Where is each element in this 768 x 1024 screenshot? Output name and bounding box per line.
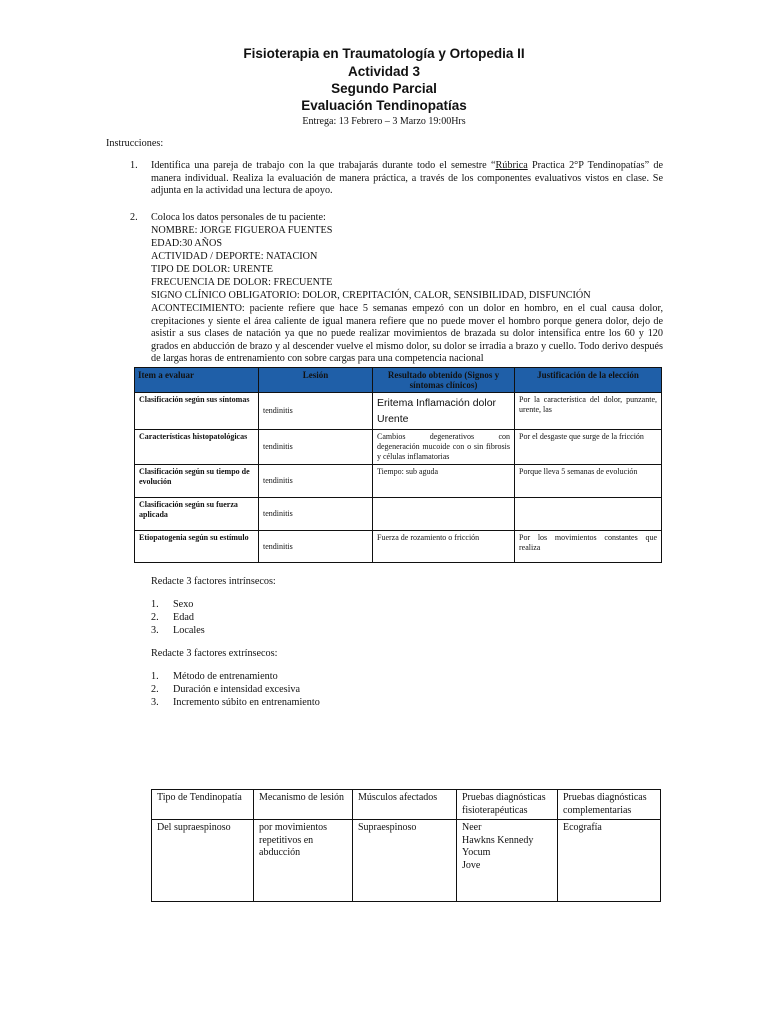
result-cell xyxy=(373,498,515,531)
instructions-label: Instrucciones: xyxy=(106,138,164,149)
list-item-number: 2. xyxy=(151,612,159,623)
activity-title: Actividad 3 xyxy=(347,64,421,79)
due-date: Entrega: 13 Febrero – 3 Marzo 19:00Hrs xyxy=(302,116,466,127)
list-item: Sexo xyxy=(173,599,194,610)
pain-frequency: FRECUENCIA DE DOLOR: FRECUENTE xyxy=(151,277,333,288)
item-cell: Etiopatogenia según su estímulo xyxy=(135,531,259,563)
evaluation-table xyxy=(134,367,662,563)
rubric-link[interactable]: Rúbrica xyxy=(495,160,528,171)
list-item-number: 3. xyxy=(151,697,159,708)
table-row xyxy=(135,531,662,563)
result-cell: Cambios degenerativos con degeneración mucoide con o sin fibrosis y células inflamatorias xyxy=(373,430,515,465)
step-2-number: 2. xyxy=(130,212,138,223)
test-item: Hawkns Kennedy xyxy=(462,834,534,846)
table-row xyxy=(152,820,661,902)
step-1-number: 1. xyxy=(130,160,138,171)
mechanism-cell: por movimientos repetitivos en abducción xyxy=(254,820,353,902)
table-row xyxy=(135,393,662,430)
tendinopathy-table-header xyxy=(152,790,661,820)
result-cell: Tiempo: sub aguda xyxy=(373,465,515,498)
lesion-cell: tendinitis xyxy=(259,430,373,465)
table-row xyxy=(135,498,662,531)
muscles-cell: Supraespinoso xyxy=(353,820,457,902)
item-cell: Clasificación según su fuerza aplicada xyxy=(135,498,259,531)
patient-name: NOMBRE: JORGE FIGUEROA FUENTES xyxy=(151,225,333,236)
result-cell: Fuerza de rozamiento o fricción xyxy=(373,531,515,563)
header-item: Item a evaluar xyxy=(135,368,259,393)
header-justification: Justificación de la elección xyxy=(515,368,662,393)
step-1-text xyxy=(151,160,663,198)
complementary-tests-cell: Ecografía xyxy=(558,820,661,902)
step-1-text-mid: Practica 2°P Tendinopatías xyxy=(527,160,645,171)
test-item: Neer xyxy=(462,822,482,833)
header-physio-tests: Pruebas diagnósticas fisioterapéuticas xyxy=(457,790,558,820)
lesion-cell: tendinitis xyxy=(259,465,373,498)
header-result: Resultado obtenido (Signos y síntomas clínicos) xyxy=(373,368,515,393)
list-item-number: 1. xyxy=(151,599,159,610)
justification-cell: Por la característica del dolor, punzante, urente, las xyxy=(515,393,662,430)
course-title: Fisioterapia en Traumatología y Ortopedia II xyxy=(243,46,525,61)
list-item: Método de entrenamiento xyxy=(173,671,278,682)
justification-cell xyxy=(515,498,662,531)
pain-type: TIPO DE DOLOR: URENTE xyxy=(151,264,273,275)
lesion-cell: tendinitis xyxy=(259,393,373,430)
lesion-cell: tendinitis xyxy=(259,498,373,531)
list-item-number: 3. xyxy=(151,625,159,636)
item-cell: Clasificación según sus síntomas xyxy=(135,393,259,430)
type-cell: Del supraespinoso xyxy=(152,820,254,902)
intrinsic-title: Redacte 3 factores intrínsecos: xyxy=(151,576,276,587)
evaluation-table-header xyxy=(135,368,662,393)
list-item-number: 1. xyxy=(151,671,159,682)
item-cell: Clasificación según su tiempo de evolución xyxy=(135,465,259,498)
list-item: Locales xyxy=(173,625,205,636)
patient-age: EDAD:30 AÑOS xyxy=(151,238,223,249)
event-description: ACONTECIMIENTO: paciente refiere que hace 5 semanas empezó con un dolor en hombro, en el cual causa dolor, crepitaciones y siente el área caliente de igual manera refiere que no puede mover el hombro porque genera dolor, dejo de asistir a sus clases de natación ya que no puede realizar movimientos de brazada su dolor intensifica entre los 60 y 120 grados en abducción de brazo y al descender vuelve el mismo dolor, su dolor se irradia a brazo y cuello. Todo derivo después de largas horas de entrenamiento con sobre cargas para una competencia nacional xyxy=(151,303,663,364)
header-type: Tipo de Tendinopatía xyxy=(152,790,254,820)
test-item: Yocum xyxy=(462,847,491,858)
list-item: Duración e intensidad excesiva xyxy=(173,684,301,695)
patient-activity: ACTIVIDAD / DEPORTE: NATACION xyxy=(151,251,318,262)
header-complementary-tests: Pruebas diagnósticas complementarias xyxy=(558,790,661,820)
result-cell: Eritema Inflamación dolor Urente xyxy=(373,393,515,430)
extrinsic-title: Redacte 3 factores extrínsecos: xyxy=(151,648,278,659)
partial-title: Segundo Parcial xyxy=(331,81,437,96)
list-item-number: 2. xyxy=(151,684,159,695)
test-item: Jove xyxy=(462,859,481,871)
step-2-intro: Coloca los datos personales de tu paciente: xyxy=(151,212,326,223)
topic-title: Evaluación Tendinopatías xyxy=(301,98,467,113)
justification-cell: Porque lleva 5 semanas de evolución xyxy=(515,465,662,498)
header-muscles: Músculos afectados xyxy=(353,790,457,820)
tendinopathy-table xyxy=(151,789,661,902)
header-lesion: Lesión xyxy=(259,368,373,393)
item-cell: Características histopatológicas xyxy=(135,430,259,465)
table-row xyxy=(135,465,662,498)
clinical-sign: SIGNO CLÍNICO OBLIGATORIO: DOLOR, CREPITACIÓN, CALOR, SENSIBILIDAD, DISFUNCIÓN xyxy=(151,290,591,301)
justification-cell: Por el desgaste que surge de la fricción xyxy=(515,430,662,465)
physio-tests-cell xyxy=(457,820,558,902)
list-item: Incremento súbito en entrenamiento xyxy=(173,697,320,708)
list-item: Edad xyxy=(173,612,194,623)
header-mechanism: Mecanismo de lesión xyxy=(254,790,353,820)
step-1-text-after: ” de manera individual. Realiza la evaluación de manera práctica, a través de los componentes evaluativos vistos en clase. Se adjunta en la actividad una lectura de apoyo. xyxy=(151,160,664,196)
step-1-text-before: Identifica una pareja de trabajo con la que trabajarás durante todo el semestre “ xyxy=(151,160,496,171)
lesion-cell: tendinitis xyxy=(259,531,373,563)
table-row xyxy=(135,430,662,465)
justification-cell: Por los movimientos constantes que realiza xyxy=(515,531,662,563)
